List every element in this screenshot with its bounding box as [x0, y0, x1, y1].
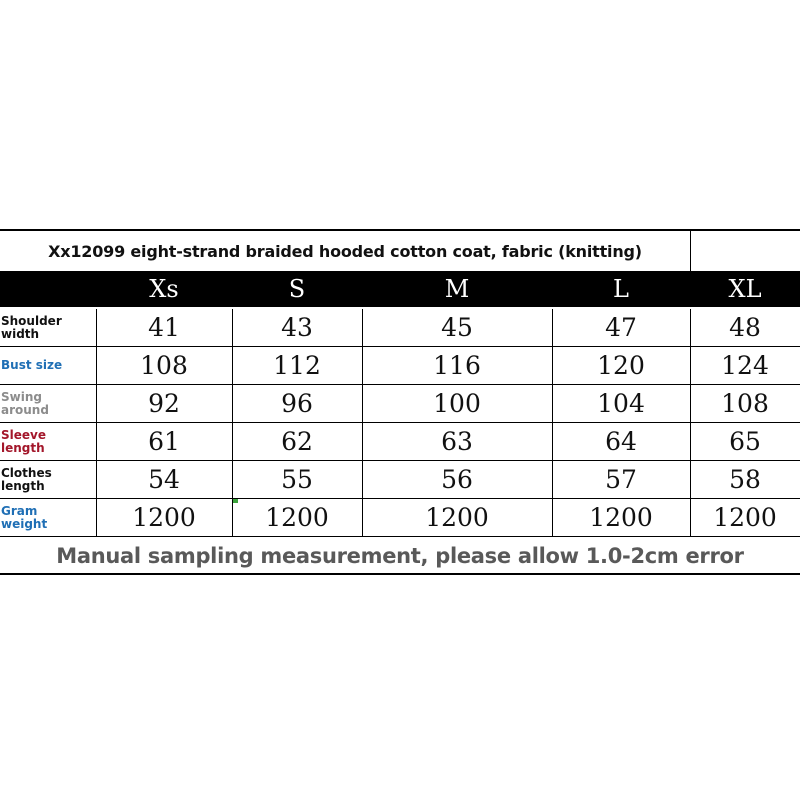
row-label: Bust size [1, 358, 63, 372]
chart-title: Xx12099 eight-strand braided hooded cotton coat, fabric (knitting) [48, 241, 642, 261]
table-cell: 41 [148, 313, 180, 342]
table-cell: 96 [281, 389, 313, 418]
table-row [0, 423, 800, 461]
column-divider [552, 309, 553, 537]
table-cell: 57 [605, 465, 637, 494]
table-cell: 63 [441, 427, 473, 456]
column-divider [232, 309, 233, 537]
table-row [0, 461, 800, 499]
table-cell: 65 [729, 427, 761, 456]
table-cell: 92 [148, 389, 180, 418]
size-label-s: S [288, 275, 306, 303]
table-cell: 120 [597, 351, 645, 380]
row-label: Clothes length [1, 465, 52, 493]
title-divider [690, 231, 691, 271]
table-cell: 45 [441, 313, 473, 342]
table-row [0, 309, 800, 347]
table-cell: 47 [605, 313, 637, 342]
title-row [0, 231, 800, 271]
size-chart [0, 229, 800, 575]
table-cell: 112 [273, 351, 321, 380]
measurement-note: Manual sampling measurement, please allow 1.0-2cm error [56, 544, 744, 568]
column-divider [362, 309, 363, 537]
table-cell: 100 [433, 389, 481, 418]
table-cell: 1200 [265, 503, 329, 532]
table-row [0, 385, 800, 423]
table-cell: 108 [140, 351, 188, 380]
size-header-row [0, 271, 800, 307]
table-cell: 124 [721, 351, 769, 380]
table-cell: 55 [281, 465, 313, 494]
size-label-xs: Xs [149, 275, 179, 303]
table-cell: 48 [729, 313, 761, 342]
table-row [0, 499, 800, 537]
column-divider [96, 309, 97, 537]
size-label-l: L [613, 275, 629, 303]
table-cell: 1200 [713, 503, 777, 532]
table-cell: 108 [721, 389, 769, 418]
row-label: Swing around [1, 389, 49, 417]
table-row [0, 347, 800, 385]
row-label: Shoulder width [1, 313, 62, 341]
size-label-m: M [444, 275, 470, 303]
column-divider [690, 309, 691, 537]
table-cell: 1200 [425, 503, 489, 532]
table-cell: 54 [148, 465, 180, 494]
table-cell: 61 [148, 427, 180, 456]
size-label-xl: XL [728, 275, 762, 303]
table-cell: 1200 [132, 503, 196, 532]
row-label: Gram weight [1, 503, 48, 531]
row-label: Sleeve length [1, 427, 46, 455]
table-cell: 58 [729, 465, 761, 494]
table-cell: 104 [597, 389, 645, 418]
table-cell: 1200 [589, 503, 653, 532]
table-cell: 64 [605, 427, 637, 456]
table-cell: 62 [281, 427, 313, 456]
table-cell: 56 [441, 465, 473, 494]
table-cell: 43 [281, 313, 313, 342]
table-cell: 116 [433, 351, 481, 380]
